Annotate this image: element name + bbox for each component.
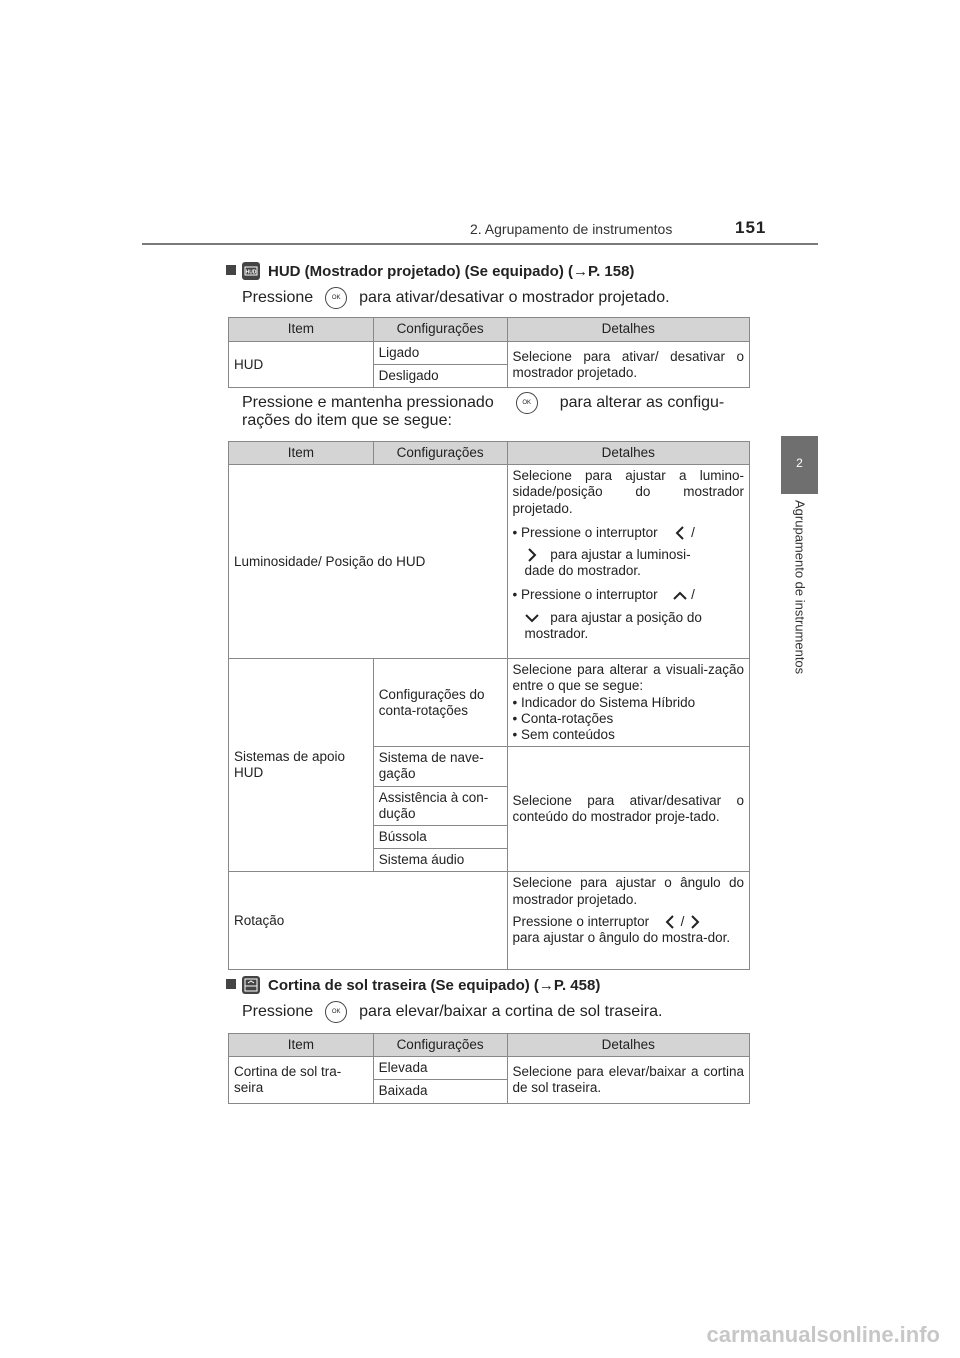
luminosity-details-cell xyxy=(507,465,749,659)
ok-button-icon: OK xyxy=(325,287,347,309)
sunshade-details-cell: Selecione para elevar/baixar a cortina de sol traseira. xyxy=(507,1057,749,1103)
hud-icon xyxy=(242,262,260,280)
tachometer-bullet: • Indicador do Sistema Híbrido xyxy=(512,694,696,710)
rotation-details-cell xyxy=(507,872,749,970)
col-header-settings: Configurações xyxy=(373,442,507,465)
tachometer-intro: Selecione para alterar a visuali-zação entre o que se segue: xyxy=(512,662,744,694)
ok-button-icon: OK xyxy=(325,1001,347,1023)
hud-settings-table xyxy=(228,441,750,970)
col-header-settings: Configurações xyxy=(373,318,507,342)
tachometer-config-cell: Configurações do conta-rotações xyxy=(373,659,507,747)
header-divider xyxy=(142,243,818,245)
setting-baixada: Baixada xyxy=(373,1080,507,1103)
instruction-text-after: para elevar/baixar a cortina de sol traseira. xyxy=(359,1003,663,1021)
col-header-item: Item xyxy=(229,1034,374,1057)
driving-assist-cell: Assistência à con-dução xyxy=(373,786,507,825)
hud-support-item-cell: Sistemas de apoio HUD xyxy=(229,659,374,872)
col-header-details: Detalhes xyxy=(507,1034,749,1057)
sunshade-table xyxy=(228,1033,750,1104)
hud-item-cell: HUD xyxy=(229,342,374,388)
slash: / xyxy=(680,913,685,929)
support-details-cell: Selecione para ativar/desativar o conteúdo do mostrador proje-tado. xyxy=(507,747,749,872)
hud-heading-text: HUD (Mostrador projetado) (Se equipado) (→P. 158) xyxy=(268,263,635,280)
chapter-tab xyxy=(781,436,818,494)
luminosity-intro: Selecione para ajustar a lumino-sidade/posição do mostrador projetado. xyxy=(512,468,744,516)
luminosity-item-cell: Luminosidade/ Posição do HUD xyxy=(229,465,508,659)
luminosity-bullet2-line2 xyxy=(513,610,744,626)
instruction-text-after: para ativar/desativar o mostrador projetado. xyxy=(359,289,670,307)
col-header-item: Item xyxy=(229,442,374,465)
luminosity-bullet2-line1 xyxy=(513,587,744,603)
instruction-text-before: Pressione xyxy=(242,289,314,307)
luminosity-bullet1-line2 xyxy=(513,547,744,563)
luminosity-bullet1-line1 xyxy=(513,525,744,541)
bullet2-text: • Pressione o interruptor xyxy=(512,587,658,603)
instruction-text-before: Pressione xyxy=(242,1003,314,1021)
chapter-number: 2 xyxy=(796,456,803,470)
section-title: 2. Agrupamento de instrumentos xyxy=(470,221,673,237)
rotation-instruction xyxy=(513,914,744,930)
chapter-label-container xyxy=(781,500,818,710)
setting-ligado: Ligado xyxy=(373,342,507,365)
setting-desligado: Desligado xyxy=(373,365,507,388)
tachometer-details-cell xyxy=(507,659,749,747)
col-header-settings: Configurações xyxy=(373,1034,507,1057)
hold-instruction-line1 xyxy=(242,392,724,414)
rotation-intro: Selecione para ajustar o ângulo do mostrador projetado. xyxy=(512,875,744,907)
compass-cell: Bússola xyxy=(373,825,507,848)
slash: / xyxy=(691,587,695,603)
slash: / xyxy=(691,524,695,540)
ok-button-icon: OK xyxy=(516,392,538,414)
chevron-up-icon xyxy=(673,589,687,603)
chapter-label: Agrupamento de instrumentos xyxy=(792,500,807,675)
sunshade-heading-text: Cortina de sol traseira (Se equipado) (→P. 458) xyxy=(268,977,601,994)
chevron-left-icon xyxy=(673,526,687,540)
rotation-text-a: Pressione o interruptor xyxy=(512,913,650,929)
hold-text-a: Pressione e mantenha pressionado xyxy=(242,394,494,412)
sunshade-instruction xyxy=(242,1001,662,1023)
hud-instruction xyxy=(242,287,670,309)
tachometer-bullet: • Conta-rotações xyxy=(512,710,614,726)
chevron-down-icon xyxy=(525,611,539,625)
hud-details-cell: Selecione para ativar/ desativar o mostrador projetado. xyxy=(507,342,749,388)
hold-text-b: para alterar as configu- xyxy=(559,394,725,412)
bullet1-text-c: dade do mostrador. xyxy=(524,563,641,579)
audio-system-cell: Sistema áudio xyxy=(373,849,507,872)
bullet-square-icon xyxy=(226,265,236,275)
chevron-left-icon xyxy=(663,915,677,929)
page-number: 151 xyxy=(735,218,767,237)
chevron-right-icon xyxy=(688,915,702,929)
hud-table xyxy=(228,317,750,388)
col-header-details: Detalhes xyxy=(507,318,749,342)
bullet2-text-b: para ajustar a posição do xyxy=(550,609,702,625)
chevron-right-icon xyxy=(525,548,539,562)
sunshade-icon xyxy=(242,976,260,994)
col-header-details: Detalhes xyxy=(507,442,749,465)
sunshade-item-cell: Cortina de sol tra-seira xyxy=(229,1057,374,1103)
col-header-item: Item xyxy=(229,318,374,342)
bullet1-text-b: para ajustar a luminosi- xyxy=(550,546,691,562)
setting-elevada: Elevada xyxy=(373,1057,507,1080)
rotation-text-b: para ajustar o ângulo do mostra-dor. xyxy=(512,929,731,945)
bullet2-text-c: mostrador. xyxy=(524,625,589,641)
navigation-system-cell: Sistema de nave-gação xyxy=(373,747,507,786)
bullet-square-icon xyxy=(226,979,236,989)
hold-instruction-line2: rações do item que se segue: xyxy=(242,412,452,429)
svg-text:HUD: HUD xyxy=(245,269,257,276)
sunshade-heading xyxy=(226,976,600,994)
bullet1-text: • Pressione o interruptor xyxy=(512,524,658,540)
hud-heading xyxy=(226,262,634,280)
tachometer-bullet: • Sem conteúdos xyxy=(512,726,615,742)
rotation-item-cell: Rotação xyxy=(229,872,508,970)
watermark-text: carmanualsonline.info xyxy=(706,1322,940,1347)
